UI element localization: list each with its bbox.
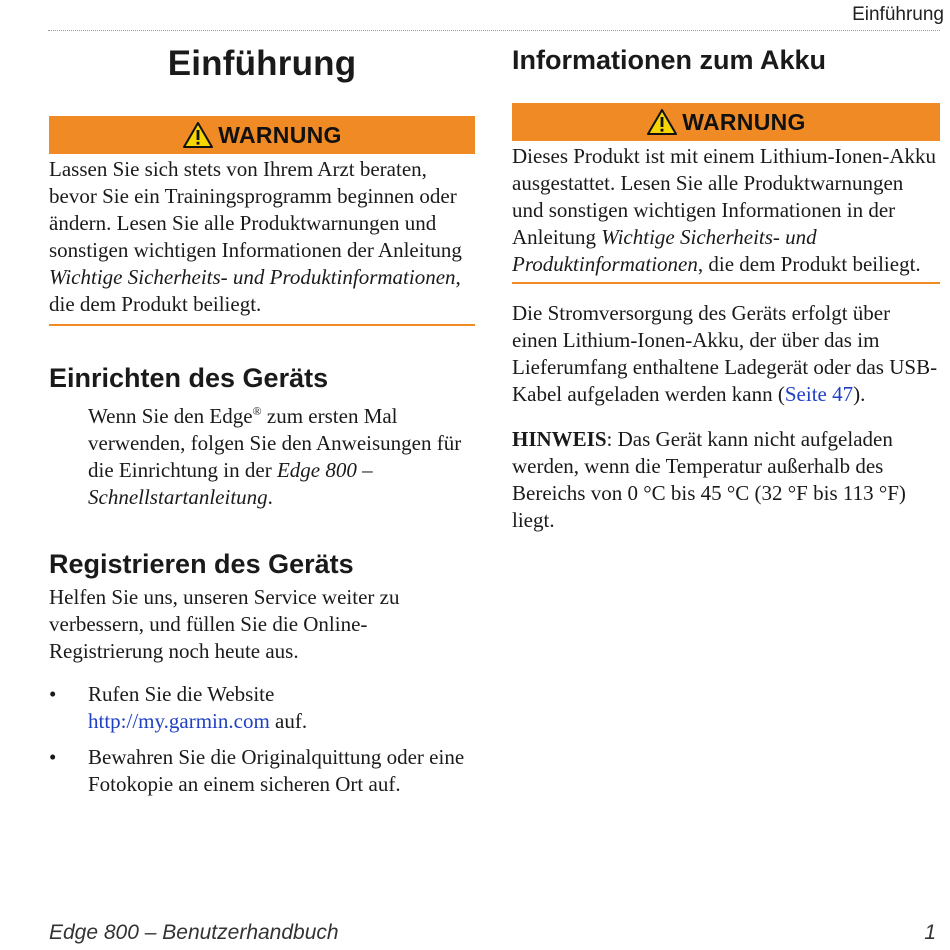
header-divider [48, 30, 940, 31]
bullet-text: auf. [269, 709, 308, 733]
list-item [49, 744, 475, 798]
spacer [49, 84, 475, 116]
bullet-text: Rufen Sie die Website [88, 682, 275, 706]
left-column [49, 36, 475, 807]
warning-bottom-rule [512, 282, 940, 284]
page-47-link[interactable]: Seite 47 [784, 382, 854, 406]
setup-text-part: zum ersten Mal verwenden, folgen Sie den Anweisungen für die Einrichtung in der [88, 404, 462, 482]
warning-label: WARNUNG [218, 121, 342, 148]
power-supply-text [512, 300, 940, 408]
running-header: Einführung [852, 4, 944, 25]
battery-heading: Informationen zum Akku [512, 45, 827, 75]
list-item [49, 681, 475, 735]
bullet-text: Bewahren Sie die Originalquittung oder eine Fotokopie an einem sicheren Ort auf. [88, 745, 465, 796]
footer-manual-title: Edge 800 – Benutzerhandbuch [49, 921, 339, 944]
power-text-part: Die Stromversorgung des Geräts erfolgt über einen Lithium-Ionen-Akku, der über das im Lieferumfang enthaltene Ladegerät oder das USB-Kabel aufgeladen werden kann ( [512, 301, 938, 406]
notice-label: HINWEIS [512, 427, 607, 451]
battery-warning-text [512, 143, 940, 278]
register-heading: Registrieren des Geräts [49, 549, 354, 579]
document-title-italic: Wichtige Sicherheits- und Produktinformationen [49, 265, 456, 289]
notice-text [512, 426, 940, 534]
warning-triangle-icon [646, 108, 678, 136]
setup-text [49, 398, 475, 511]
registered-mark: ® [252, 404, 262, 418]
warning-bottom-rule [49, 324, 475, 326]
warning-text-part: , die dem Produkt beiliegt. [49, 265, 461, 316]
spacer [512, 76, 940, 103]
register-bullet-list [49, 681, 475, 798]
bullet-dot: • [49, 745, 57, 769]
power-text-part: ). [853, 382, 866, 406]
setup-text-part: . [267, 485, 273, 509]
warning-text [49, 156, 475, 318]
page-title: Einführung [167, 44, 357, 83]
warning-text-part: Dieses Produkt ist mit einem Lithium-Ionen-Akku ausgestattet. Lesen Sie alle Produktwarnungen und sonstigen wichtigen Informationen in der Anleitung [512, 144, 937, 249]
warning-text-part: Lassen Sie sich stets von Ihrem Arzt beraten, bevor Sie ein Trainingsprogramm beginnen oder ändern. Lesen Sie alle Produktwarnungen und sonstigen wichtigen Informationen der Anleitung [49, 157, 462, 262]
document-title-italic: Wichtige Sicherheits- und Produktinformationen [512, 225, 817, 276]
warning-banner [49, 116, 475, 154]
setup-heading: Einrichten des Geräts [49, 363, 329, 393]
register-intro: Helfen Sie uns, unseren Service weiter zu verbessern, und füllen Sie die Online-Registrierung noch heute aus. [49, 585, 400, 663]
right-column [512, 36, 940, 534]
warning-label: WARNUNG [682, 108, 806, 135]
warning-banner [512, 103, 940, 141]
warning-triangle-icon [182, 121, 214, 149]
garmin-website-link[interactable]: http://my.garmin.com [88, 709, 270, 733]
bullet-dot: • [49, 682, 57, 706]
setup-text-part: Wenn Sie den Edge [88, 404, 253, 428]
quickstart-title-italic: Edge 800 – Schnellstartanleitung [88, 458, 373, 509]
notice-body: : Das Gerät kann nicht aufgeladen werden, wenn die Temperatur außerhalb des Bereichs von 0 °C bis 45 °C (32 °F bis 113 °F) liegt. [512, 427, 906, 532]
footer-page-number: 1 [924, 921, 936, 944]
warning-text-part: , die dem Produkt beiliegt. [697, 252, 921, 276]
